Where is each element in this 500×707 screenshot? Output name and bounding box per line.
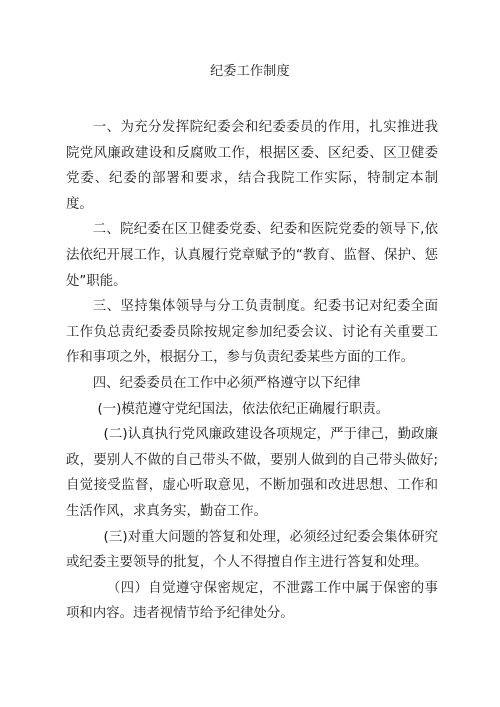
paragraph-1: 一、为充分发挥院纪委会和纪委委员的作用，扎实推进我院党风廉政建设和反腐败工作，根据区委、区纪委、区卫健委党委、纪委的部署和要求，结合我院工作实际，特制定本制度。: [66, 120, 438, 212]
paragraph-2: 二、院纪委在区卫健委党委、纪委和医院党委的领导下,依法依纪开展工作，认真履行党章赋予的“教育、监督、保护、惩处”职能。: [66, 222, 438, 289]
sub-clause-3: (三)对重大问题的答复和处理，必须经过纪委会集体研究或纪委主要领导的批复，个人不得擅自作主进行答复和处理。: [66, 529, 438, 571]
paragraph-4: 四、纪委委员在工作中必须严格遵守以下纪律: [92, 375, 361, 391]
sub-clause-4: （四）自觉遵守保密规定，不泄露工作中属于保密的事项和内容。违者视情节给予纪律处分。: [66, 580, 438, 622]
paragraph-3: 三、坚持集体领导与分工负责制度。纪委书记对纪委全面工作负总责纪委委员除按规定参加纪委会议、讨论有关重要工作和事项之外，根据分工，参与负责纪委某些方面的工作。: [66, 299, 438, 366]
sub-clause-1: (一)模范遵守党纪国法，依法依纪正确履行职责。: [97, 401, 390, 417]
document-body: [66, 115, 438, 627]
document-title: 纪委工作制度: [210, 64, 290, 79]
sub-clause-2: (二)认真执行党风廉政建设各项规定，严于律己，勤政廉政，要别人不做的自己带头不做，要别人做到的自己带头做好;自觉接受监督，虚心听取意见，不断加强和改进思想、工作和生活作风，求真务实，勤奋工作。: [66, 427, 438, 519]
